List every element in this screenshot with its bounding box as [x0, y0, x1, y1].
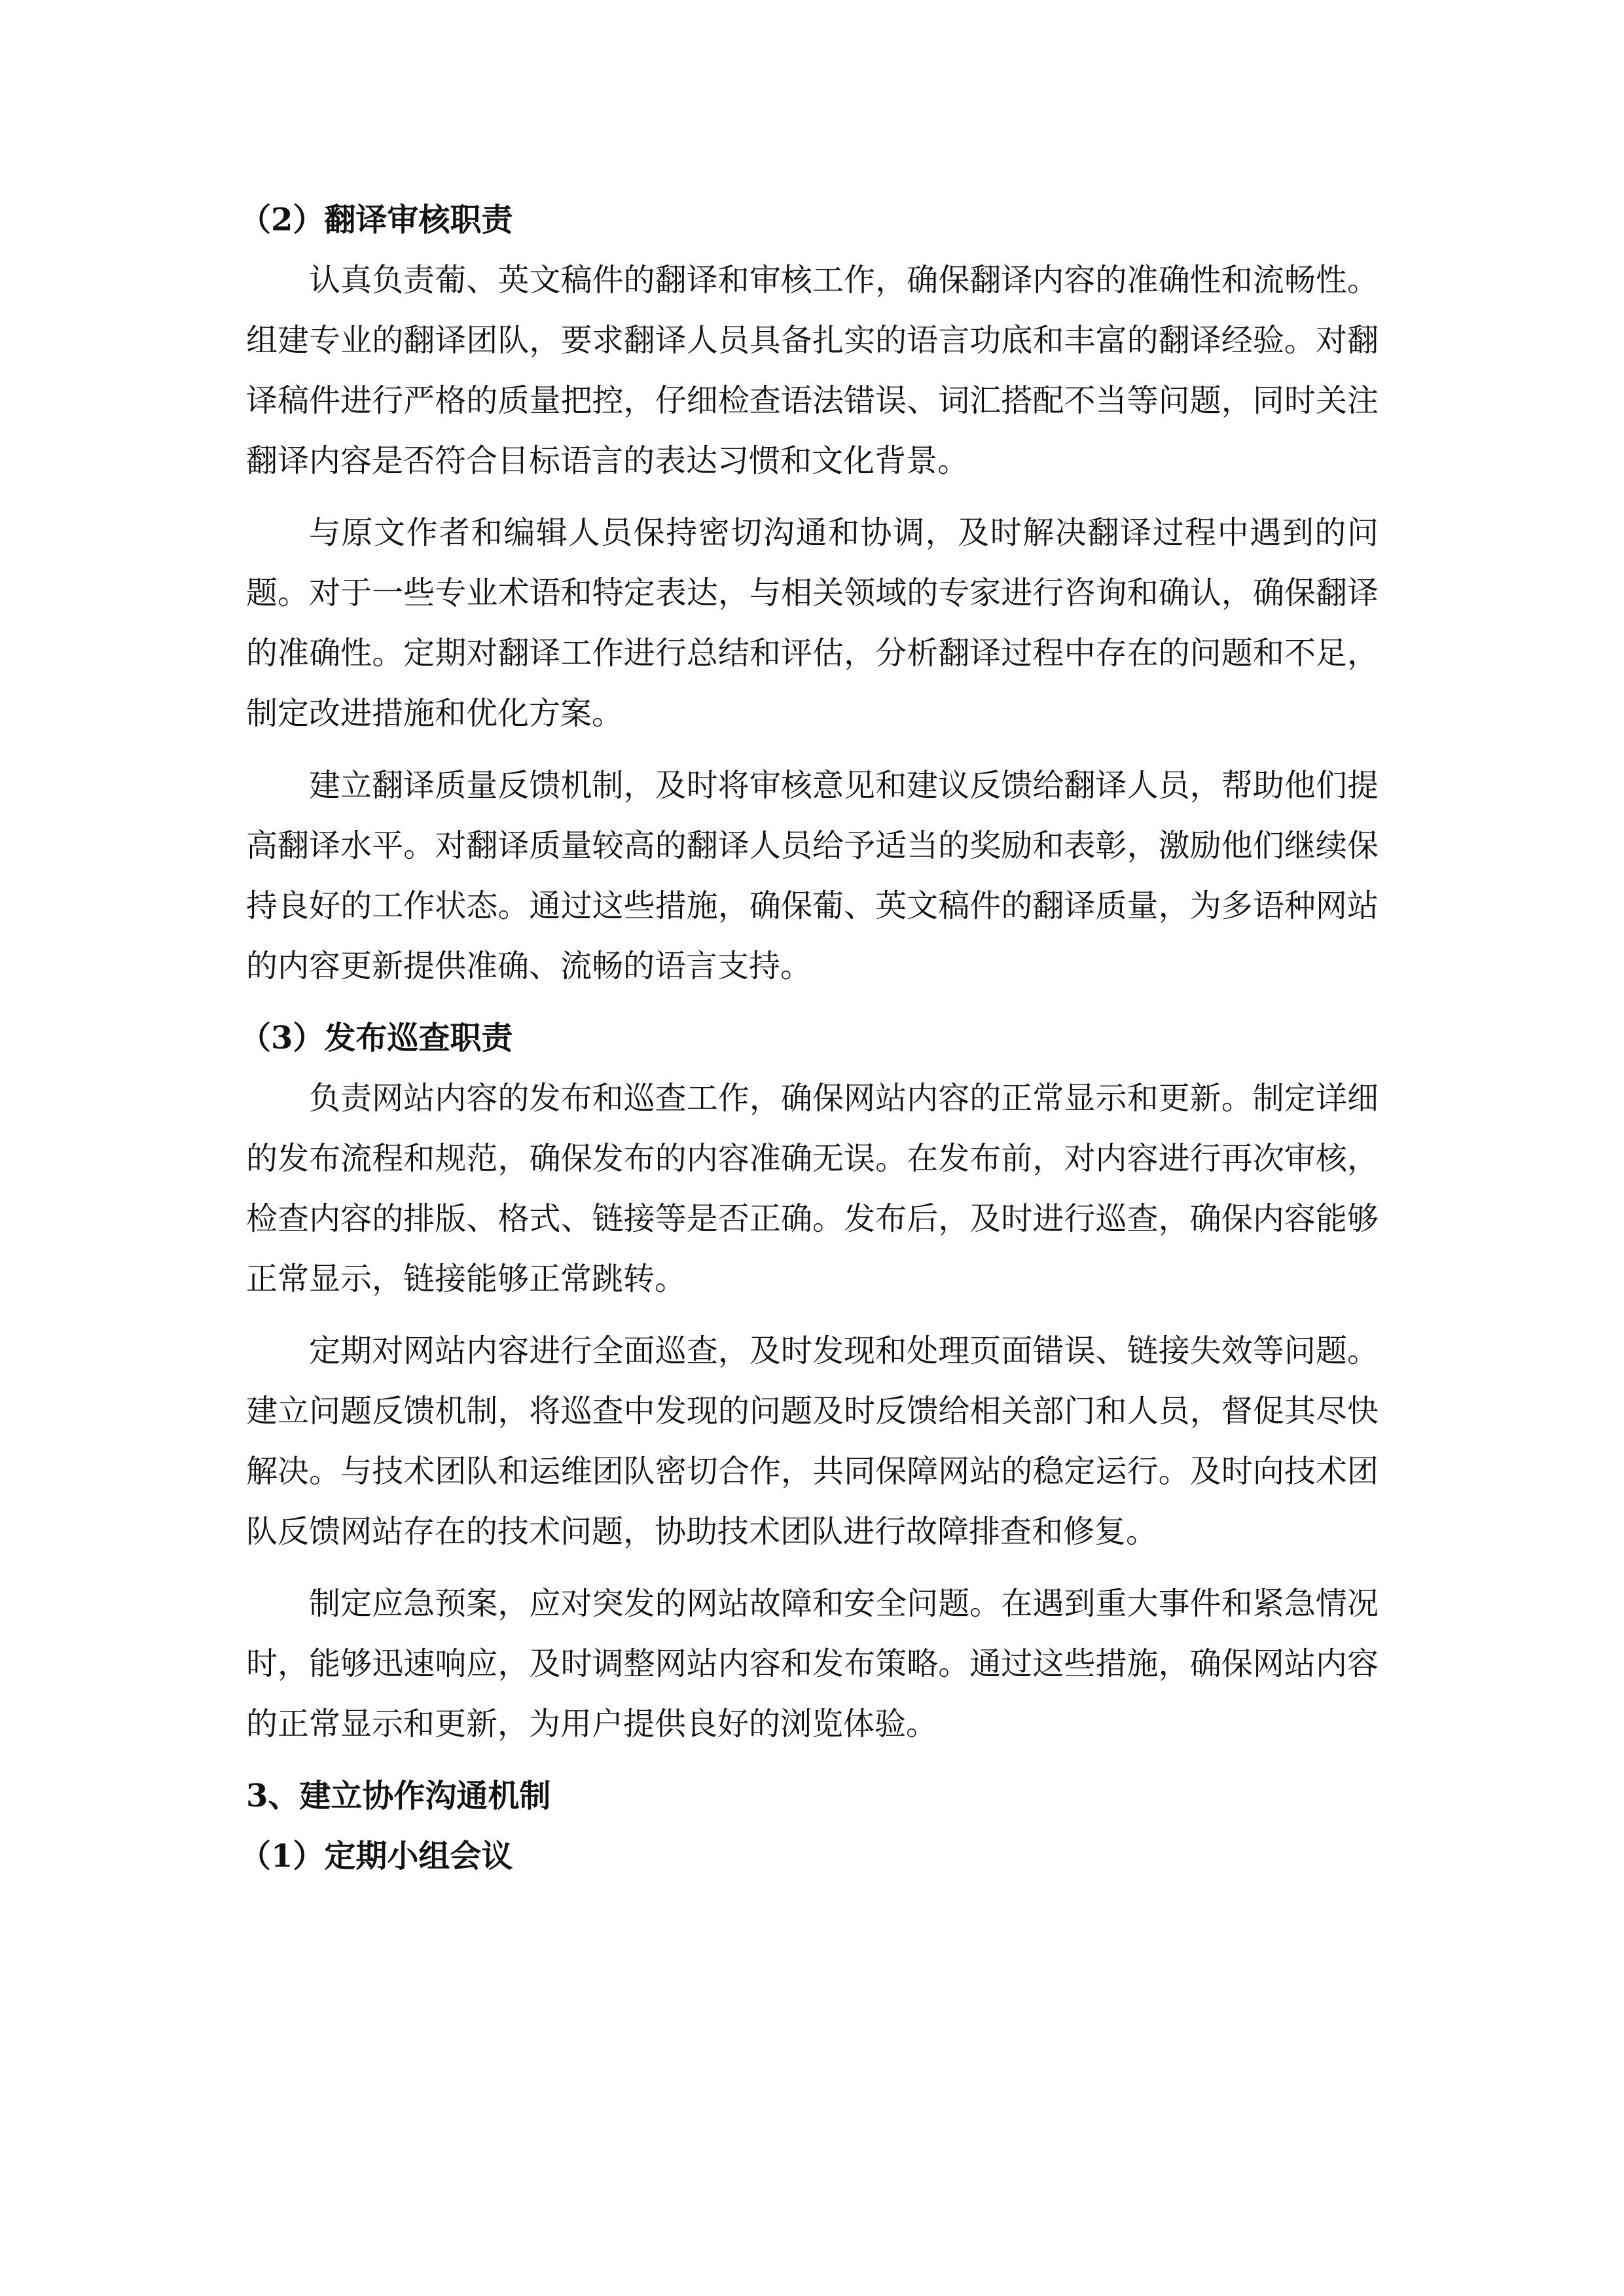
subheading-regular-meetings: （1）定期小组会议: [240, 1838, 513, 1874]
paragraph: 建立翻译质量反馈机制，及时将审核意见和建议反馈给翻译人员，帮助他们提高翻译水平。对翻译质量较高的翻译人员给予适当的奖励和表彰，激励他们继续保持良好的工作状态。通过这些措施，确保葡、英文稿件的翻译质量，为多语种网站的内容更新提供准确、流畅的语言支持。: [246, 767, 1379, 984]
paragraph: 制定应急预案，应对突发的网站故障和安全问题。在遇到重大事件和紧急情况时，能够迅速响应，及时调整网站内容和发布策略。通过这些措施，确保网站内容的正常显示和更新，为用户提供良好的浏览体验。: [246, 1585, 1379, 1742]
subheading-translation-review: （2）翻译审核职责: [240, 202, 513, 238]
document-body: [240, 190, 1379, 1886]
paragraph: 与原文作者和编辑人员保持密切沟通和协调，及时解决翻译过程中遇到的问题。对于一些专业术语和特定表达，与相关领域的专家进行咨询和确认，确保翻译的准确性。定期对翻译工作进行总结和评估，分析翻译过程中存在的问题和不足，制定改进措施和优化方案。: [246, 514, 1379, 732]
paragraph: 定期对网站内容进行全面巡查，及时发现和处理页面错误、链接失效等问题。建立问题反馈机制，将巡查中发现的问题及时反馈给相关部门和人员，督促其尽快解决。与技术团队和运维团队密切合作，共同保障网站的稳定运行。及时向技术团队反馈网站存在的技术问题，协助技术团队进行故障排查和修复。: [246, 1333, 1379, 1550]
section-heading-collaboration: 3、建立协作沟通机制: [246, 1778, 551, 1814]
paragraph: 负责网站内容的发布和巡查工作，确保网站内容的正常显示和更新。制定详细的发布流程和规范，确保发布的内容准确无误。在发布前，对内容进行再次审核，检查内容的排版、格式、链接等是否正确。发布后，及时进行巡查，确保内容能够正常显示，链接能够正常跳转。: [246, 1080, 1379, 1297]
subheading-publish-inspection: （3）发布巡查职责: [240, 1020, 513, 1056]
paragraph: 认真负责葡、英文稿件的翻译和审核工作，确保翻译内容的准确性和流畅性。组建专业的翻译团队，要求翻译人员具备扎实的语言功底和丰富的翻译经验。对翻译稿件进行严格的质量把控，仔细检查语法错误、词汇搭配不当等问题，同时关注翻译内容是否符合目标语言的表达习惯和文化背景。: [246, 262, 1379, 479]
